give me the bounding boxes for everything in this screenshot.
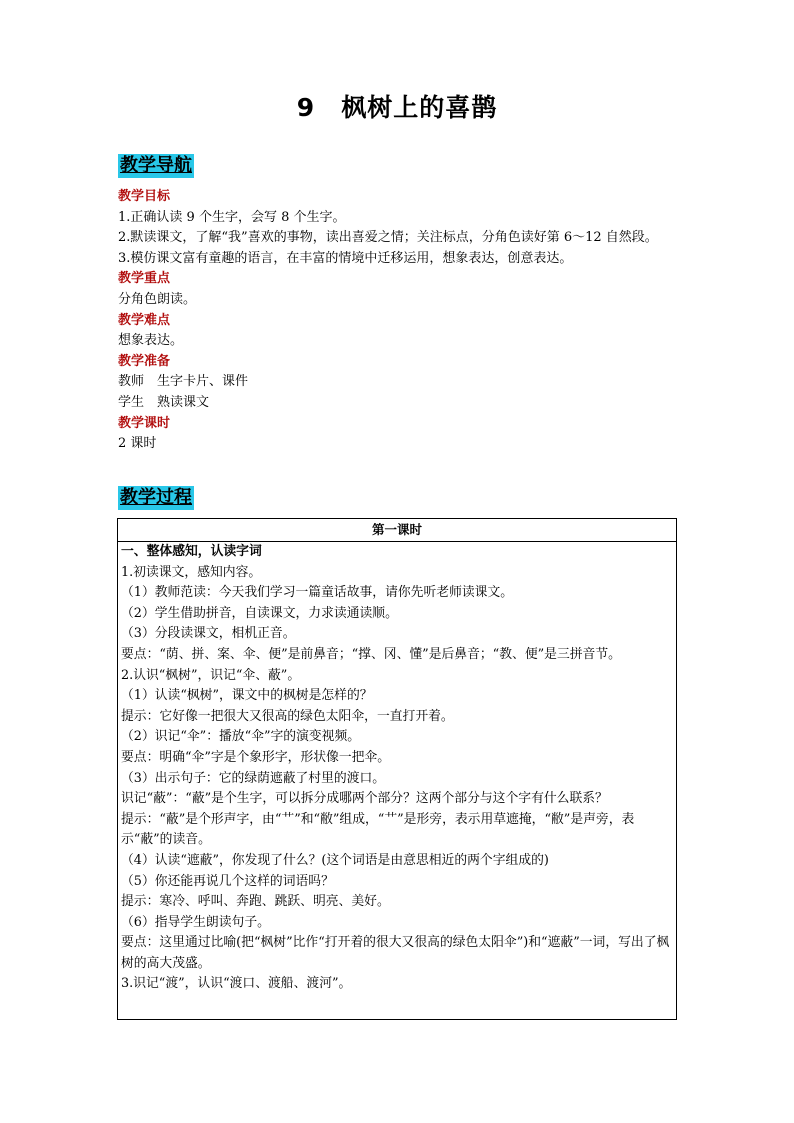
process-line: 要点：这里通过比喻(把“枫树”比作“打开着的很大又很高的绿色太阳伞”)和“遮蔽”一词，写出了枫树的高大茂盛。 (121, 935, 670, 971)
lesson-number: 9 (296, 93, 316, 122)
process-line: 要点：明确“伞”字是个象形字，形状像一把伞。 (121, 749, 391, 765)
lesson-header: 第一课时 (118, 519, 676, 542)
process-line: （2）识记“伞”：播放“伞”字的演变视频。 (121, 729, 361, 745)
objective-3: 3.模仿课文富有童趣的语言，在丰富的情境中迁移运用，想象表达，创意表达。 (118, 250, 573, 266)
process-line: （3）分段读课文，相机正音。 (121, 626, 296, 642)
prep-student: 学生 熟读课文 (118, 394, 210, 410)
process-line: 提示：它好像一把很大又很高的绿色太阳伞，一直打开着。 (121, 708, 454, 724)
process-line: （2）学生借助拼音，自读课文，力求读通读顺。 (121, 605, 398, 621)
process-line: 识记“蔽”：“蔽”是个生字，可以拆分成哪两个部分？这两个部分与这个字有什么联系？ (121, 791, 608, 807)
difficulty-text: 想象表达。 (118, 333, 184, 349)
key-point-text: 分角色朗读。 (118, 291, 197, 307)
heading-difficulty: 教学难点 (118, 312, 171, 328)
process-line: （1）教师范读：今天我们学习一篇童话故事，请你先听老师读课文。 (121, 585, 514, 601)
heading-key-points: 教学重点 (118, 271, 171, 287)
process-line: （4）认读“遮蔽”，你发现了什么？(这个词语是由意思相近的两个字组成的) (121, 852, 549, 868)
teaching-guide-section (118, 187, 684, 455)
section-banner-process: 教学过程 (120, 487, 192, 508)
process-line: （5）你还能再说几个这样的词语吗？ (121, 873, 334, 889)
heading-class-hours: 教学课时 (118, 415, 171, 431)
process-line: （1）认读“枫树”，课文中的枫树是怎样的？ (121, 688, 373, 704)
process-line: （3）出示句子：它的绿荫遮蔽了村里的渡口。 (121, 770, 386, 786)
section-heading: 一、整体感知，认读字词 (121, 544, 262, 559)
heading-objectives: 教学目标 (118, 189, 171, 204)
process-line: 提示：寒冷、呼叫、奔跑、跳跃、明亮、美好。 (121, 894, 390, 910)
process-line: 1.初读课文，感知内容。 (121, 564, 262, 580)
process-line: （6）指导学生朗读句子。 (121, 914, 270, 930)
section-banner-guide: 教学导航 (120, 155, 192, 176)
process-line: 3.识记“渡”，认识“渡口、渡船、渡河”。 (121, 976, 352, 992)
process-line: 要点：“荫、拼、案、伞、便”是前鼻音；“撑、冈、懂”是后鼻音；“教、便”是三拼音节。 (121, 646, 621, 662)
heading-preparation: 教学准备 (118, 353, 171, 369)
class-hours-text: 2 课时 (118, 436, 157, 452)
process-line: 提示：“蔽”是个形声字，由“艹”和“敝”组成，“艹”是形旁，表示用草遮掩，“敝”是声旁，表示“蔽”的读音。 (121, 811, 635, 848)
page-title (0, 88, 794, 124)
objective-2: 2.默读课文，了解“我”喜欢的事物，读出喜爱之情；关注标点，分角色读好第 6～12 自然段。 (118, 230, 658, 246)
process-line: 2.认识“枫树”，识记“伞、蔽”。 (121, 667, 301, 683)
objective-1: 1.正确认读 9 个生字，会写 8 个生字。 (118, 209, 346, 225)
process-table (117, 518, 677, 1020)
lesson-title: 枫树上的喜鹊 (341, 93, 498, 122)
process-content (118, 542, 676, 995)
prep-teacher: 教师 生字卡片、课件 (118, 374, 249, 390)
